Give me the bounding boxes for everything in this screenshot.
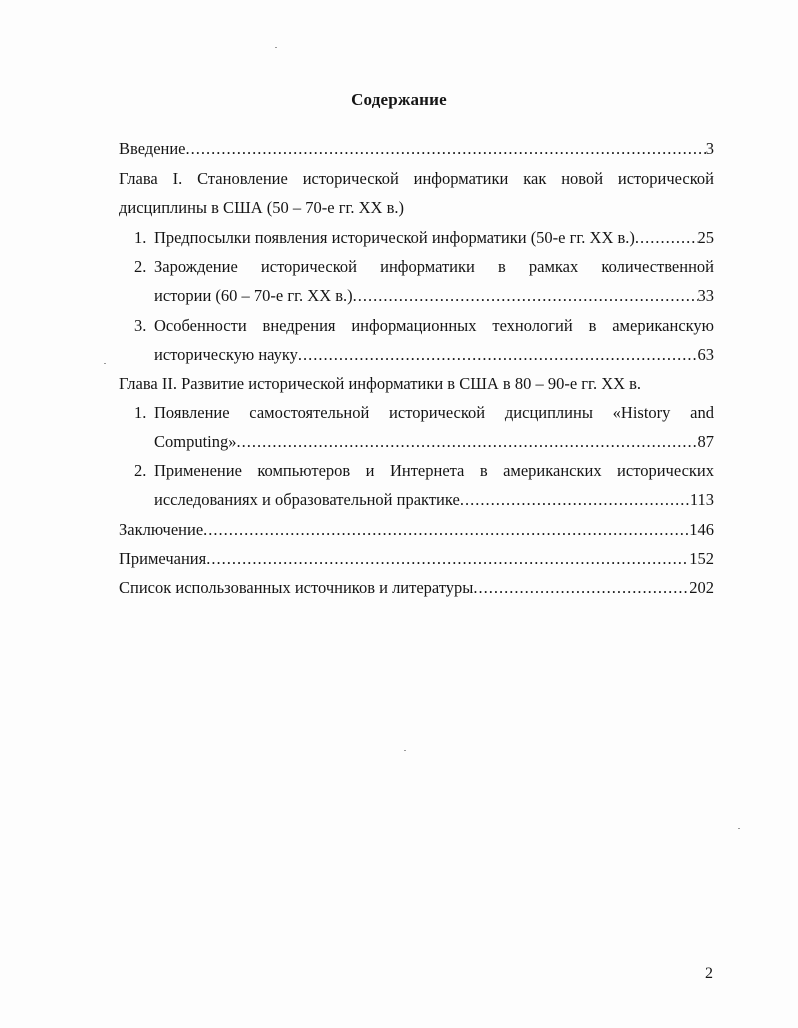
toc-page-number: 113: [689, 490, 714, 509]
toc-entry-ch1-item2-line2: [154, 285, 714, 307]
toc-entry-sources: [119, 577, 714, 599]
toc-item-number: 1.: [134, 228, 147, 247]
toc-chapter-heading: Глава I. Становление исторической информатики как новой исторической: [119, 169, 714, 188]
dot-leader: [353, 285, 698, 307]
toc-entry-ch1-item3-line2: [154, 344, 714, 366]
toc-entry-label: Зарождение исторической информатики в рамках количественной: [154, 257, 714, 276]
toc-entry-label-continuation: истории (60 – 70-е гг. XX в.): [154, 286, 353, 305]
toc-entry-label-continuation: Computing»: [154, 432, 237, 451]
toc-entry-label: Заключение: [119, 520, 204, 539]
dot-leader: [203, 519, 689, 541]
toc-page-number: 202: [689, 578, 714, 597]
toc-entry-label-continuation: историческую науку: [154, 345, 298, 364]
toc-entry-label: Введение: [119, 139, 186, 158]
toc-entry-ch2-item1-line2: [154, 431, 714, 453]
toc-page-number: 146: [689, 520, 714, 539]
toc-entry-ch1-item2-line1: [119, 256, 714, 278]
scan-speck: [738, 828, 740, 829]
toc-page-number: 63: [697, 345, 714, 364]
toc-entry-label: Предпосылки появления исторической информатики (50-е гг. XX в.): [154, 228, 635, 247]
toc-chapter-2: [119, 373, 714, 395]
toc-entry-ch1-item1: [119, 227, 714, 249]
toc-entry-ch2-item1-line1: [119, 402, 714, 424]
toc-page-number: 152: [689, 549, 714, 568]
toc-entry-label: Список использованных источников и литературы: [119, 578, 474, 597]
page-title: Содержание: [351, 90, 447, 109]
scan-speck: [104, 363, 106, 364]
toc-item-number: 2.: [134, 461, 147, 480]
toc-chapter-1-line-1: [119, 168, 714, 190]
toc-entry-label: Особенности внедрения информационных технологий в американскую: [154, 316, 714, 335]
dot-leader: [206, 548, 689, 570]
toc-item-number: 1.: [134, 403, 147, 422]
toc-entry-label-continuation: исследованиях и образовательной практике: [154, 490, 460, 509]
toc-entry-label: Примечания: [119, 549, 207, 568]
toc-entry-conclusion: [119, 519, 714, 541]
toc-entry-ch2-item2-line1: [119, 460, 714, 482]
dot-leader: [298, 344, 698, 366]
toc-chapter-heading-continuation: дисциплины в США (50 – 70-е гг. XX в.): [119, 198, 404, 217]
scan-speck: [404, 750, 406, 751]
toc-item-number: 2.: [134, 257, 147, 276]
page-number: 2: [705, 965, 713, 982]
scan-speck: [275, 47, 277, 48]
dot-leader: [460, 489, 690, 511]
dot-leader: [186, 138, 706, 160]
toc-chapter-1-line-2: [119, 197, 714, 219]
toc-entry-notes: [119, 548, 714, 570]
toc-page-number: 33: [697, 286, 714, 305]
toc-entry-intro: [119, 138, 714, 160]
dot-leader: [473, 577, 689, 599]
toc-page-number: 25: [697, 228, 714, 247]
toc-chapter-heading: Глава II. Развитие исторической информатики в США в 80 – 90-е гг. XX в.: [119, 374, 642, 393]
toc-entry-label: Появление самостоятельной исторической дисциплины «History and: [154, 403, 714, 422]
toc-entry-ch1-item3-line1: [119, 315, 714, 337]
toc-entry-ch2-item2-line2: [154, 489, 714, 511]
toc-page-number: 87: [697, 432, 714, 451]
toc-page-number: 3: [705, 139, 714, 158]
toc-item-number: 3.: [134, 316, 147, 335]
dot-leader: [237, 431, 698, 453]
dot-leader: [635, 227, 698, 249]
toc-entry-label: Применение компьютеров и Интернета в американских исторических: [154, 461, 714, 480]
